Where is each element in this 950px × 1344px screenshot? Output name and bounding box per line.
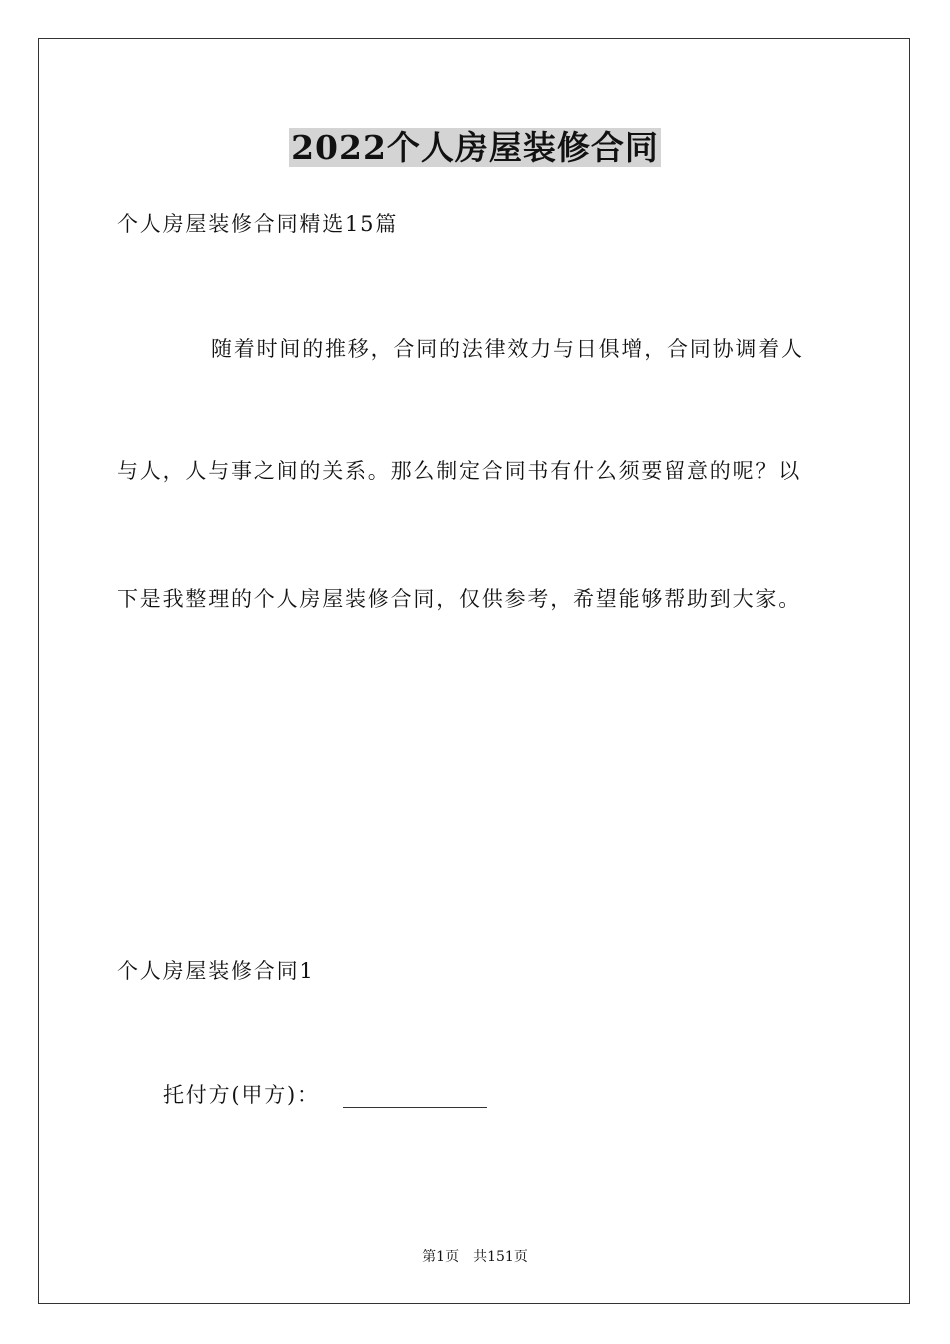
party-a-blank-line: [343, 1107, 487, 1108]
page-footer: [0, 1247, 950, 1267]
section-heading: 个人房屋装修合同1: [117, 959, 315, 983]
party-a-label: 托付方(甲方)：: [163, 1083, 320, 1107]
intro-paragraph-line-3: 下是我整理的个人房屋装修合同，仅供参考，希望能够帮助到大家。: [117, 587, 801, 611]
document-subtitle: 个人房屋装修合同精选15篇: [117, 212, 399, 236]
document-title: [0, 126, 950, 170]
page-number-total: 共151页: [473, 1249, 528, 1265]
intro-paragraph-line-2: 与人，人与事之间的关系。那么制定合同书有什么须要留意的呢？以: [117, 459, 801, 483]
document-title-text: 2022个人房屋装修合同: [291, 128, 659, 167]
page-number-current: 第1页: [422, 1249, 460, 1265]
intro-paragraph-line-1: 随着时间的推移，合同的法律效力与日俱增，合同协调着人: [211, 337, 804, 361]
party-a-row: [163, 1080, 320, 1110]
